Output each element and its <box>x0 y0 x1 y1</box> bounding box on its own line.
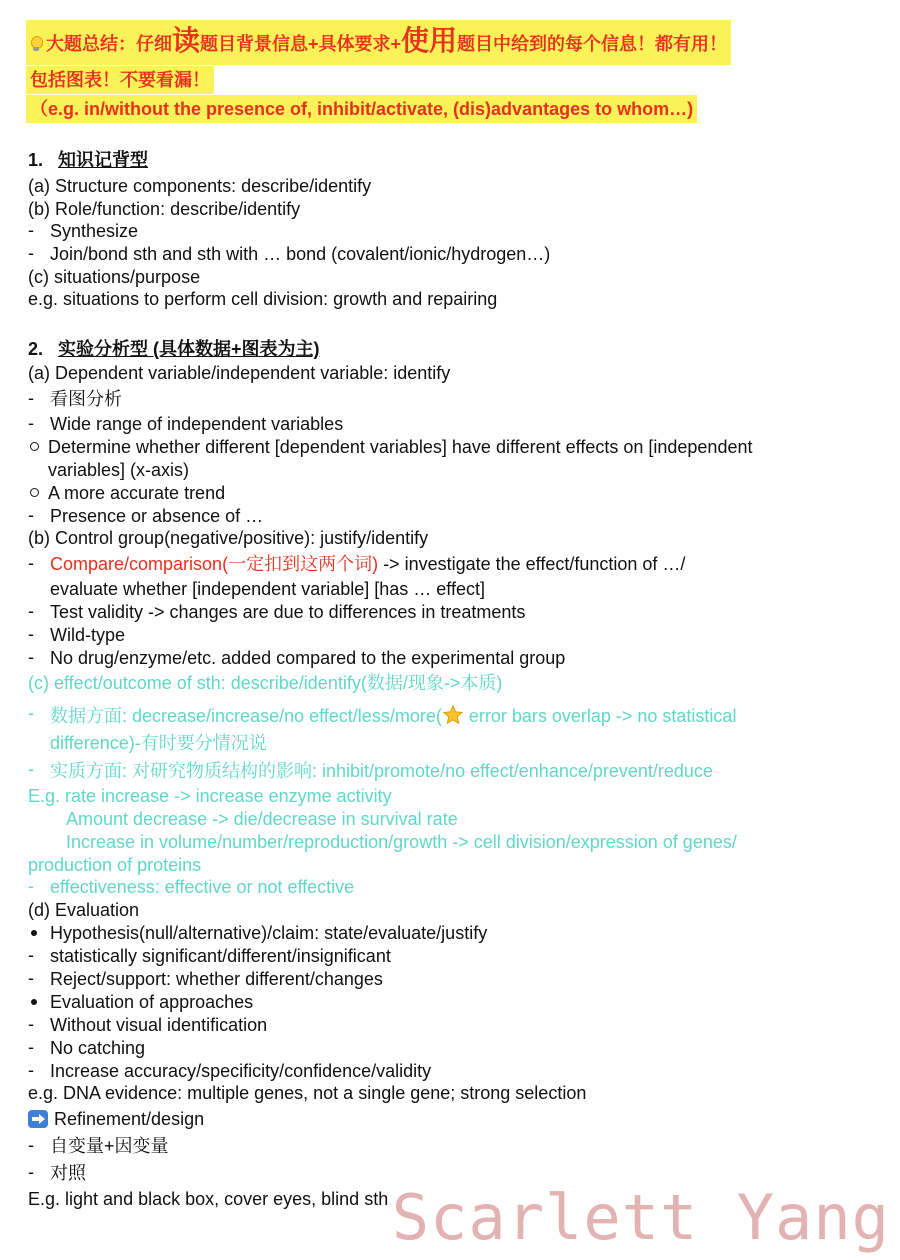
dash-marker: - <box>28 553 34 573</box>
s2-compare-2: evaluate whether [independent variable] [has … effect] <box>50 579 485 599</box>
dash-marker: - <box>28 1162 34 1182</box>
s1-item-a: (a) Structure components: describe/identify <box>28 176 372 196</box>
s2-data-aspect: 数据方面: decrease/increase/no effect/less/more( error bars overlap -> no statistical <box>50 706 737 726</box>
s2-compare: Compare/comparison(一定扣到这两个词) -> investigate the effect/function of …/ <box>50 554 686 574</box>
lightbulb-icon <box>30 36 42 52</box>
section-1-heading: 1. 知识记背型 <box>28 150 149 170</box>
summary-line-2: 包括图表！不要看漏！ <box>26 66 214 94</box>
s2-control: 对照 <box>50 1163 86 1183</box>
dash-marker: - <box>28 647 34 667</box>
s2-eg-1: E.g. rate increase -> increase enzyme activity <box>28 786 392 806</box>
dash-marker: - <box>28 876 34 896</box>
s2-approaches: Evaluation of approaches <box>50 992 254 1012</box>
star-icon <box>442 704 464 726</box>
dash-marker: - <box>28 505 34 525</box>
bullet-marker <box>31 930 37 936</box>
s2-variables: 自变量+因变量 <box>50 1136 169 1156</box>
s2-visual: Without visual identification <box>50 1015 268 1035</box>
dash-marker: - <box>28 243 34 263</box>
s2-no-drug: No drug/enzyme/etc. added compared to the experimental group <box>50 648 566 668</box>
s2-item-c: (c) effect/outcome of sth: describe/identify(数据/现象->本质) <box>28 673 503 693</box>
s2-reject: Reject/support: whether different/changes <box>50 969 383 989</box>
s2-refinement: Refinement/design <box>28 1108 204 1131</box>
s2-final-example: E.g. light and black box, cover eyes, blind sth <box>28 1189 389 1209</box>
summary-line-1: 大题总结：仔细读题目背景信息+具体要求+使用题目中给到的每个信息！都有用！ <box>26 20 731 65</box>
bullet-marker <box>31 999 37 1005</box>
dash-marker: - <box>28 413 34 433</box>
s2-determine-1: Determine whether different [dependent variables] have different effects on [independent <box>48 437 753 457</box>
dash-marker: - <box>28 624 34 644</box>
dash-marker: - <box>28 1014 34 1034</box>
s2-item-b: (b) Control group(negative/positive): justify/identify <box>28 528 429 548</box>
dash-marker: - <box>28 388 34 408</box>
s2-presence: Presence or absence of … <box>50 506 264 526</box>
dash-marker: - <box>28 759 34 779</box>
s1-example: e.g. situations to perform cell division: growth and repairing <box>28 289 498 309</box>
s2-increase: Increase accuracy/specificity/confidence/validity <box>50 1061 432 1081</box>
s2-eg-3: Increase in volume/number/reproduction/growth -> cell division/expression of genes/ <box>66 832 737 852</box>
dash-marker: - <box>28 968 34 988</box>
s1-join: Join/bond sth and sth with … bond (covalent/ionic/hydrogen…) <box>50 244 551 264</box>
summary-line-3: （e.g. in/without the presence of, inhibit/activate, (dis)advantages to whom…) <box>26 95 697 123</box>
use-emphasis: 使用 <box>401 25 458 56</box>
dash-marker: - <box>28 703 34 723</box>
s2-catching: No catching <box>50 1038 146 1058</box>
s2-accurate-trend: A more accurate trend <box>48 483 226 503</box>
s2-eg-4: production of proteins <box>28 855 202 875</box>
s2-statistically: statistically significant/different/insignificant <box>50 946 391 966</box>
dash-marker: - <box>28 1037 34 1057</box>
dash-marker: - <box>28 1135 34 1155</box>
s2-eg-2: Amount decrease -> die/decrease in survival rate <box>66 809 458 829</box>
s2-data-aspect-2: difference)-有时要分情况说 <box>50 733 267 753</box>
s2-dna-example: e.g. DNA evidence: multiple genes, not a single gene; strong selection <box>28 1083 587 1103</box>
s2-wild-type: Wild-type <box>50 625 126 645</box>
read-emphasis: 读 <box>172 25 201 56</box>
s2-determine-2: variables] (x-axis) <box>48 460 190 480</box>
s2-effectiveness: effectiveness: effective or not effective <box>50 877 355 897</box>
right-arrow-icon <box>28 1110 48 1128</box>
dash-marker: - <box>28 1060 34 1080</box>
s2-hypothesis: Hypothesis(null/alternative)/claim: state/evaluate/justify <box>50 923 488 943</box>
signature-watermark: Scarlett Yang <box>391 1181 890 1254</box>
circle-marker <box>30 442 39 451</box>
s1-item-c: (c) situations/purpose <box>28 267 201 287</box>
s2-validity: Test validity -> changes are due to differences in treatments <box>50 602 526 622</box>
dash-marker: - <box>28 220 34 240</box>
dash-marker: - <box>28 601 34 621</box>
section-2-heading: 2. 实验分析型 (具体数据+图表为主) <box>28 339 320 359</box>
s1-item-b: (b) Role/function: describe/identify <box>28 199 301 219</box>
s2-item-a: (a) Dependent variable/independent variable: identify <box>28 363 451 383</box>
circle-marker <box>30 488 39 497</box>
s2-essence: 实质方面: 对研究物质结构的影响: inhibit/promote/no effect/enhance/prevent/reduce <box>50 761 713 781</box>
s1-synthesize: Synthesize <box>50 221 139 241</box>
dash-marker: - <box>28 945 34 965</box>
s2-wide-range: Wide range of independent variables <box>50 414 344 434</box>
s2-look-graph: 看图分析 <box>50 389 122 409</box>
s2-item-d: (d) Evaluation <box>28 900 140 920</box>
